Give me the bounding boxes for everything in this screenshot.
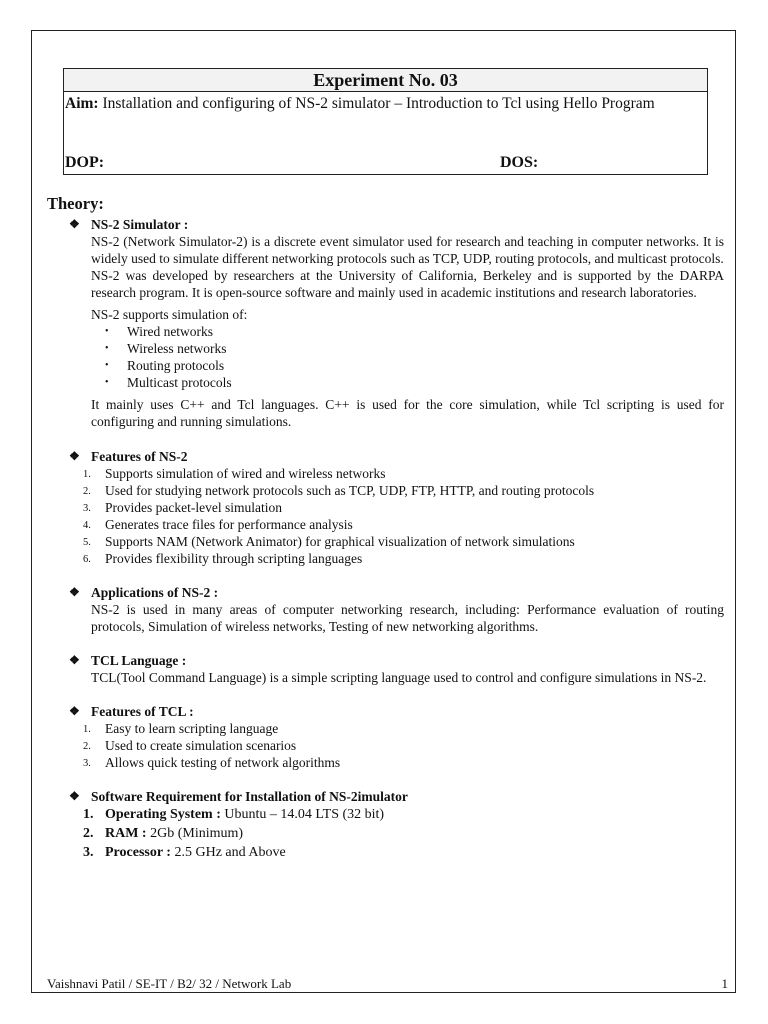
list-item: 2. RAM : 2Gb (Minimum): [83, 826, 244, 841]
section-features-ns2: [69, 448, 724, 567]
section-heading: ❖ NS-2 Simulator :: [69, 217, 189, 232]
list-item: 3. Allows quick testing of network algorithms: [83, 755, 341, 770]
simulation-types-list: [105, 323, 724, 391]
paragraph: It mainly uses C++ and Tcl languages. C++ is used for the core simulation, while Tcl scripting is used for configuring and running simulations.: [91, 397, 724, 429]
list-item: 1. Supports simulation of wired and wireless networks: [83, 466, 386, 481]
section-heading: ❖ TCL Language :: [69, 653, 187, 668]
list-item: 1. Operating System : Ubuntu – 14.04 LTS (32 bit): [83, 807, 385, 822]
footer-author: Vaishnavi Patil / SE-IT / B2/ 32 / Network Lab: [47, 976, 292, 991]
paragraph: NS-2 (Network Simulator-2) is a discrete event simulator used for research and teaching in computer networks. It is widely used to simulate different networking protocols such as TCP, UDP, routing protocols, and multicast protocols.: [91, 234, 724, 266]
list-item: • Wired networks: [105, 324, 214, 339]
page-number: 1: [721, 976, 728, 991]
diamond-bullet-icon: ❖: [69, 789, 80, 803]
section-ns2-simulator: [69, 216, 724, 430]
list-item: 5. Supports NAM (Network Animator) for graphical visualization of network simulations: [83, 534, 575, 549]
dos-label: DOS:: [500, 154, 539, 171]
section-applications: [69, 584, 724, 635]
section-heading: ❖ Features of TCL :: [69, 704, 194, 719]
paragraph: NS-2 is used in many areas of computer networking research, including: Performance evaluation of routing protocols, Simulation of wireless networks, Testing of new networking algorithms.: [91, 602, 724, 634]
experiment-header: [63, 68, 708, 175]
diamond-bullet-icon: ❖: [69, 449, 80, 463]
list-item: 1. Easy to learn scripting language: [83, 721, 279, 736]
theory-heading: Theory:: [47, 194, 104, 213]
diamond-bullet-icon: ❖: [69, 585, 80, 599]
diamond-bullet-icon: ❖: [69, 217, 80, 231]
page-footer: [47, 976, 728, 992]
bullet-icon: •: [105, 343, 109, 354]
bullet-icon: •: [105, 326, 109, 337]
theory-content: [47, 194, 724, 862]
aim-text: Installation and configuring of NS-2 simulator – Introduction to Tcl using Hello Program: [98, 95, 655, 112]
dop-dos-row: [65, 154, 706, 172]
section-heading: ❖ Software Requirement for Installation of NS-2imulator: [69, 789, 408, 804]
aim-line: [64, 92, 707, 114]
aim-label: Aim:: [65, 95, 99, 112]
bullet-icon: •: [105, 360, 109, 371]
diamond-bullet-icon: ❖: [69, 653, 80, 667]
diamond-bullet-icon: ❖: [69, 704, 80, 718]
software-requirement-list: [83, 805, 724, 862]
section-software-requirement: [69, 788, 724, 862]
list-item: 3. Processor : 2.5 GHz and Above: [83, 845, 286, 860]
features-ns2-list: [83, 465, 724, 567]
paragraph: TCL(Tool Command Language) is a simple scripting language used to control and configure simulations in NS-2.: [91, 670, 707, 685]
list-item: 6. Provides flexibility through scripting languages: [83, 551, 363, 566]
section-heading: ❖ Applications of NS-2 :: [69, 585, 219, 600]
dop-label: DOP:: [65, 154, 105, 171]
list-item: 3. Provides packet-level simulation: [83, 500, 282, 515]
features-tcl-list: [83, 720, 724, 771]
list-item: 4. Generates trace files for performance analysis: [83, 517, 353, 532]
experiment-title: Experiment No. 03: [64, 69, 707, 92]
section-tcl-language: [69, 652, 724, 686]
section-heading: ❖ Features of NS-2: [69, 449, 188, 464]
paragraph: NS-2 supports simulation of:: [91, 307, 248, 322]
list-item: 2. Used for studying network protocols such as TCP, UDP, FTP, HTTP, and routing protocols: [83, 483, 595, 498]
list-item: 2. Used to create simulation scenarios: [83, 738, 297, 753]
list-item: • Wireless networks: [105, 341, 227, 356]
section-features-tcl: [69, 703, 724, 771]
bullet-icon: •: [105, 377, 109, 388]
paragraph: NS-2 was developed by researchers at the University of California, Berkeley and is supported by the DARPA research program. It is open-source software and mainly used in academic institutions and research laboratories.: [91, 268, 724, 300]
list-item: • Multicast protocols: [105, 375, 232, 390]
list-item: • Routing protocols: [105, 358, 225, 373]
